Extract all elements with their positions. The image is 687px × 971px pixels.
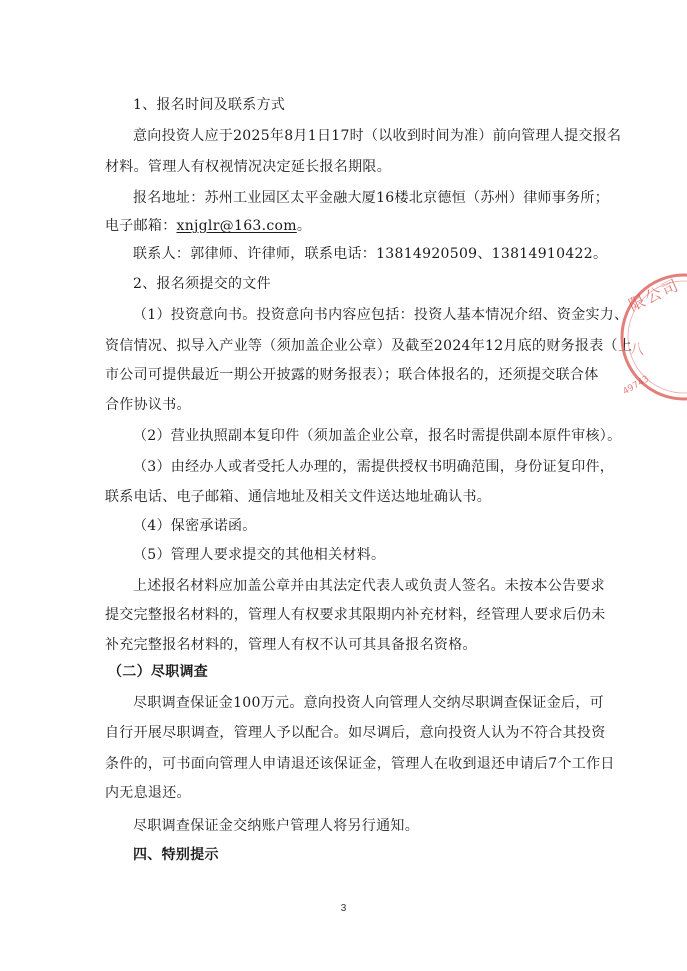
paragraph-line: 上述报名材料应加盖公章并由其法定代表人或负责人签名。未按本公告要求 [133,578,605,594]
list-item: （4）保密承诺函。 [133,518,257,534]
registration-address: 报名地址：苏州工业园区太平金融大厦16楼北京德恒（苏州）律师事务所； [133,190,610,206]
paragraph: 尽职调查保证金交纳账户管理人将另行通知。 [133,818,419,834]
list-item-line: 联系电话、电子邮箱、通信地址及相关文件送达地址确认书。 [105,489,492,505]
email-line [105,217,311,235]
section-heading-due-diligence: （二）尽职调查 [108,664,209,680]
paragraph-line: 自行开展尽职调查，管理人予以配合。如尽调后，意向投资人认为不符合其投资 [105,725,606,741]
list-item-line: 合作协议书。 [105,397,191,413]
official-seal-stamp [612,262,687,412]
paragraph-line: 条件的，可书面向管理人申请退还该保证金，管理人在收到退还申请后7个工作日 [105,756,615,772]
contact-info: 联系人：郭律师、许律师，联系电话：13814920509、13814910422。 [133,246,608,262]
email-link[interactable]: xnjglr@163.com [176,218,297,234]
svg-text:限公司: 限公司 [625,275,681,315]
list-item: （5）管理人要求提交的其他相关材料。 [133,547,386,563]
list-item-line: 市公司可提供最近一期公开披露的财务报表）；联合体报名的，还须提交联合体 [105,367,599,383]
list-item-line: 资信情况、拟导入产业等（须加盖企业公章）及截至2024年12月底的财务报表（上 [105,338,633,354]
paragraph-line: 意向投资人应于2025年8月1日17时（以收到时间为准）前向管理人提交报名 [133,128,622,144]
paragraph-line: 提交完整报名材料的，管理人有权要求其限期内补充材料，经管理人要求后仍未 [105,607,606,623]
list-item-line: （3）由经办人或者受托人办理的，需提供授权书明确范围，身份证复印件， [133,459,615,475]
paragraph-line: 材料。管理人有权视情况决定延长报名期限。 [105,159,391,175]
paragraph-line: 补充完整报名材料的，管理人有权不认可其具备报名资格。 [105,637,477,653]
section-heading-special-notice: 四、特别提示 [133,847,219,863]
paragraph-line: 尽职调查保证金100万元。意向投资人向管理人交纳尽职调查保证金后，可 [133,695,604,711]
section-heading-documents: 2、报名须提交的文件 [133,276,271,292]
list-item: （2）营业执照副本复印件（须加盖企业公章，报名时需提供副本原件审核）。 [133,428,622,444]
paragraph-line: 内无息退还。 [105,785,191,801]
svg-text:八: 八 [630,342,644,358]
email-suffix: 。 [296,218,312,234]
email-label: 电子邮箱： [105,218,177,234]
list-item-line: （1）投资意向书。投资意向书内容应包括：投资人基本情况介绍、资金实力、 [133,307,629,323]
svg-text:49743: 49743 [621,374,652,398]
page-number: 3 [340,903,347,914]
section-heading-registration-time: 1、报名时间及联系方式 [133,97,286,113]
